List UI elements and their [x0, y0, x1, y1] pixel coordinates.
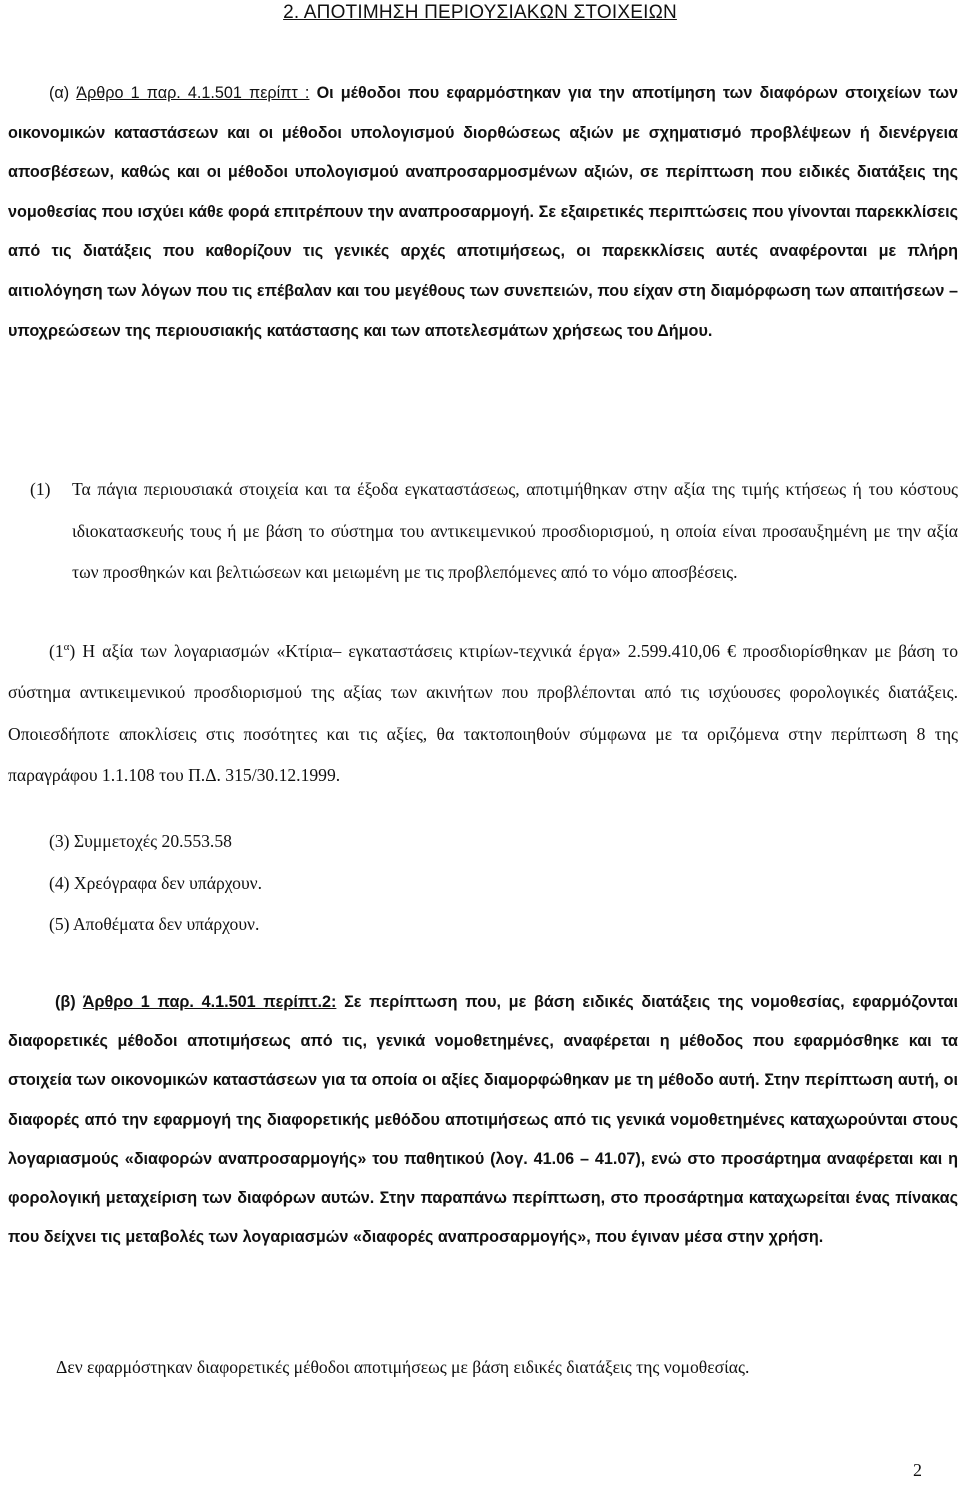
- item-1: [30, 469, 958, 594]
- short-items-list: [49, 821, 262, 946]
- item-1a-superscript: α: [63, 641, 70, 653]
- section-b-label: (β): [55, 993, 76, 1011]
- item-1a-paragraph: [8, 627, 958, 797]
- section-a-article-reference: Άρθρο 1 παρ. 4.1.501 περίπτ :: [76, 84, 310, 102]
- list-item: (4) Χρεόγραφα δεν υπάρχουν.: [49, 872, 263, 893]
- list-item: (3) Συμμετοχές 20.553.58: [49, 831, 232, 851]
- section-b-body: Σε περίπτωση που, με βάση ειδικές διατάξεις της νομοθεσίας, εφαρμόζονται διαφορετικές μέθοδοι αποτιμήσεως από τις, γενικά νομοθετημένες, αναφέρεται η μέθοδος που εφαρμόσθηκε και τα στοιχεία των οικονομικών καταστάσεων για τα οποία οι αξίες διαμορφώθηκαν με τη μέθοδο αυτή. Στην περίπτωση αυτή, οι διαφορές από την εφαρμογή της διαφορετικής μεθόδου αποτιμήσεως από τις γενικά νομοθετημένες καταχωρούνται στους λογαριασμούς «διαφορών αναπροσαρμογής» του παθητικού (λογ. 41.06 – 41.07), ενώ στο προσάρτημα αναφέρεται και η φορολογική μεταχείριση των διαφόρων αυτών. Στην παραπάνω περίπτωση, στο προσάρτημα καταχωρείται ένας πίνακας που δείχνει τις μεταβολές των λογαριασμών «διαφορές αναπροσαρμογής», που έγιναν μέσα στην χρήση.: [8, 993, 958, 1247]
- section-a-label: (α): [49, 84, 70, 102]
- item-1a-number-open: (1: [49, 640, 64, 661]
- section-b-paragraph: [8, 983, 958, 1257]
- section-a-body: Οι μέθοδοι που εφαρμόστηκαν για την αποτίμηση των διαφόρων στοιχείων των οικονομικών καταστάσεων και οι μέθοδοι υπολογισμού διορθώσεως αξιών με σχηματισμό προβλέψεων ή διενέργεια αποσβέσεων, καθώς και οι μέθοδοι υπολογισμού αναπροσαρμοσμένων αξιών, σε περίπτωση που ειδικές διατάξεις της νομοθεσίας που ισχύει κάθε φορά επιτρέπουν την αναπροσαρμογή. Σε εξαιρετικές περιπτώσεις που γίνονται παρεκκλίσεις από τις διατάξεις που καθορίζουν τις γενικές αρχές αποτιμήσεως, οι παρεκκλίσεις αυτές αναφέρονται με πλήρη αιτιολόγηση των λόγων που τις επέβαλαν και του μεγέθους των συνεπειών, που είχαν στη διαμόρφωση των απαιτήσεων – υποχρεώσεων της περιουσιακής κατάστασης και των αποτελεσμάτων χρήσεως του Δήμου.: [8, 84, 959, 340]
- item-1-text: Τα πάγια περιουσιακά στοιχεία και τα έξοδα εγκαταστάσεως, αποτιμήθηκαν στην αξία της τιμής κτήσεως ή του κόστους ιδιοκατασκευής τους ή με βάση το σύστημα του αντικειμενικού προσδιορισμού, η οποία είναι προσαυξημένη με την αξία των προσθηκών και βελτιώσεων και μειωμένη με τις προβλεπόμενες από το νόμο αποσβέσεις.: [72, 479, 958, 582]
- page-heading: 2. ΑΠΟΤΙΜΗΣΗ ΠΕΡΙΟΥΣΙΑΚΩΝ ΣΤΟΙΧΕΙΩΝ: [283, 2, 677, 23]
- item-1-number: (1): [30, 479, 51, 499]
- item-1a-text: Η αξία των λογαριασμών «Κτίρια– εγκαταστάσεις κτιρίων-τεχνικά έργα» 2.599.410,06 € προσδιορίσθηκαν με βάση το σύστημα αντικειμενικού προσδιορισμού της αξίας των ακινήτων που προβλέπονται από τις ισχύουσες φορολογικές διατάξεις. Οποιεσδήποτε αποκλίσεις στις ποσότητες και τις αξίες, θα τακτοποιηθούν σύμφωνα με τα οριζόμενα στην περίπτωση 8 της παραγράφου 1.1.108 του Π.Δ. 315/30.12.1999.: [8, 640, 958, 786]
- closing-paragraph: [8, 1347, 958, 1389]
- item-1a-number-close: ): [69, 640, 76, 661]
- section-b-article-reference: Άρθρο 1 παρ. 4.1.501 περίπτ.2:: [82, 993, 337, 1011]
- list-item: (5) Αποθέματα δεν υπάρχουν.: [49, 914, 260, 934]
- closing-paragraph-text: Δεν εφαρμόστηκαν διαφορετικές μέθοδοι αποτιμήσεως με βάση ειδικές διατάξεις της νομοθεσίας.: [56, 1357, 750, 1377]
- page-number: 2: [913, 1460, 922, 1480]
- section-a-paragraph: [8, 74, 958, 351]
